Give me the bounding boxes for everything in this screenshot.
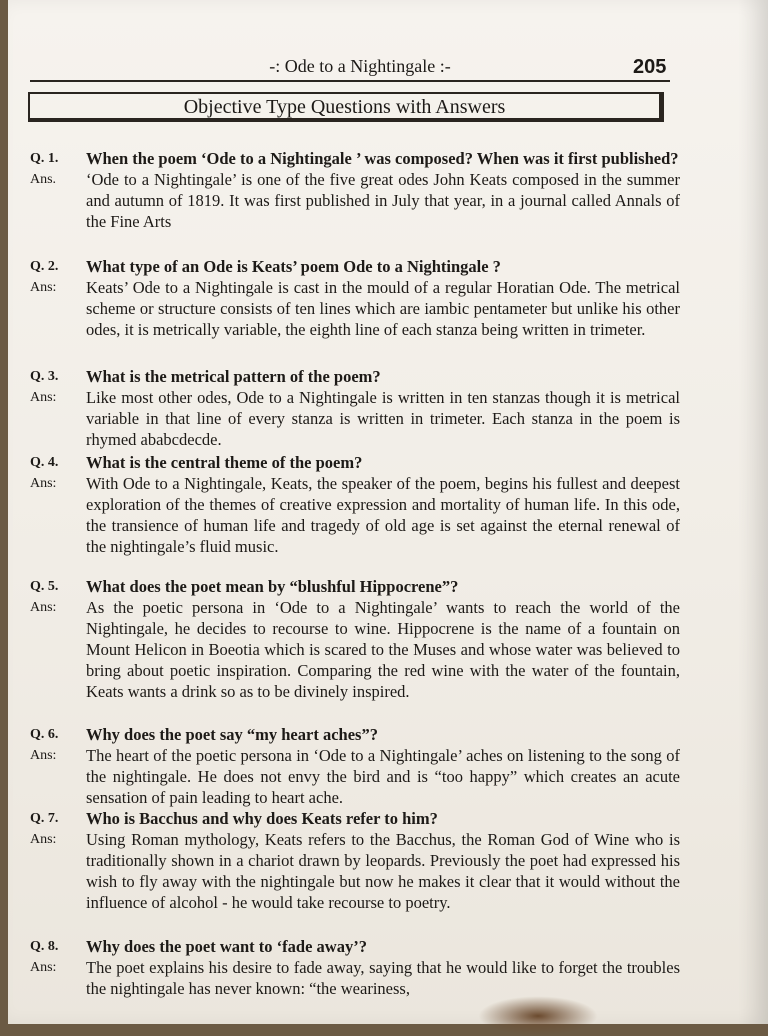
section-heading: Objective Type Questions with Answers bbox=[183, 96, 506, 118]
qa-item-7 bbox=[30, 808, 680, 913]
finger-shadow bbox=[478, 996, 598, 1036]
answer-text: As the poetic persona in ‘Ode to a Nightingale’ wants to reach the world of the Nightingale, he decides to recourse to wine. Hippocrene is the name of a fountain on Mount Helicon in Boeotia which is scared to the Muses and whose water was believed to bring about poetic inspiration. Comparing the red wine with the water of the fountain, Keats wants a drink so as to be divinely inspired. bbox=[86, 598, 680, 701]
answer-label: Ans: bbox=[30, 390, 57, 405]
question-number: Q. 5. bbox=[30, 579, 59, 594]
section-heading-box bbox=[28, 92, 664, 122]
question-number: Q. 6. bbox=[30, 727, 59, 742]
answer-text: ‘Ode to a Nightingale’ is one of the five great odes John Keats composed in the summer and autumn of 1819. It was first published in July that year, in a journal called Annals of the Fine Arts bbox=[86, 170, 680, 231]
question-text: When the poem ‘Ode to a Nightingale ’ was composed? When was it first published? bbox=[86, 149, 679, 168]
question-number: Q. 3. bbox=[30, 369, 59, 384]
question-text: What does the poet mean by “blushful Hippocrene”? bbox=[86, 577, 459, 596]
question-text: What type of an Ode is Keats’ poem Ode to a Nightingale ? bbox=[86, 257, 501, 276]
answer-label: Ans: bbox=[30, 832, 57, 847]
question-number: Q. 2. bbox=[30, 259, 59, 274]
question-text: Why does the poet want to ‘fade away’? bbox=[86, 937, 367, 956]
answer-text: Keats’ Ode to a Nightingale is cast in the mould of a regular Horatian Ode. The metrical scheme or structure consists of ten lines which are iambic pentameter but unlike his other odes, it is metrically variable, the eighth line of each stanza being written in trimeter. bbox=[86, 278, 680, 339]
qa-item-5 bbox=[30, 576, 680, 702]
question-number: Q. 8. bbox=[30, 939, 59, 954]
answer-text: The heart of the poetic persona in ‘Ode to a Nightingale’ aches on listening to the song of the nightingale. He does not envy the bird and is “too happy” which creates an acute sensation of pain leading to heart ache. bbox=[86, 746, 680, 807]
header-rule bbox=[30, 80, 670, 82]
answer-text: Like most other odes, Ode to a Nightingale is written in ten stanzas though it is metrical variable in that line of every stanza is written in trimeter. Each stanza in the poem is rhymed ababcdecde. bbox=[86, 388, 680, 449]
answer-text: With Ode to a Nightingale, Keats, the speaker of the poem, begins his fullest and deepest exploration of the themes of creative expression and mortality of human life. In this ode, the transience of human life and tragedy of old age is set against the eternal renewal of the nightingale’s fluid music. bbox=[86, 474, 680, 556]
qa-item-6 bbox=[30, 724, 680, 808]
answer-label: Ans: bbox=[30, 960, 57, 975]
page-gutter-shadow bbox=[738, 0, 768, 1024]
answer-label: Ans: bbox=[30, 280, 57, 295]
page-number: 205 bbox=[633, 56, 667, 78]
running-header-title: -: Ode to a Nightingale :- bbox=[269, 56, 451, 76]
answer-label: Ans: bbox=[30, 600, 57, 615]
qa-item-4 bbox=[30, 452, 680, 557]
answer-label: Ans: bbox=[30, 476, 57, 491]
question-number: Q. 7. bbox=[30, 811, 59, 826]
answer-label: Ans. bbox=[30, 172, 57, 187]
question-number: Q. 1. bbox=[30, 151, 59, 166]
qa-item-1 bbox=[30, 148, 680, 232]
answer-text: The poet explains his desire to fade away, saying that he would like to forget the troubles the nightingale has never known: “the weariness, bbox=[86, 958, 680, 998]
qa-item-3 bbox=[30, 366, 680, 450]
book-page bbox=[8, 0, 768, 1024]
question-text: Who is Bacchus and why does Keats refer to him? bbox=[86, 809, 438, 828]
question-text: What is the metrical pattern of the poem? bbox=[86, 367, 381, 386]
question-text: What is the central theme of the poem? bbox=[86, 453, 363, 472]
question-number: Q. 4. bbox=[30, 455, 59, 470]
qa-item-2 bbox=[30, 256, 680, 340]
answer-text: Using Roman mythology, Keats refers to the Bacchus, the Roman God of Wine who is traditionally shown in a chariot drawn by leopards. Previously the poet had expressed his wish to fly away with the nightingale but now he makes it clear that it would without the influence of alcohol - he would take recourse to poetry. bbox=[86, 830, 680, 912]
question-text: Why does the poet say “my heart aches”? bbox=[86, 725, 378, 744]
qa-item-8 bbox=[30, 936, 680, 999]
answer-label: Ans: bbox=[30, 748, 57, 763]
